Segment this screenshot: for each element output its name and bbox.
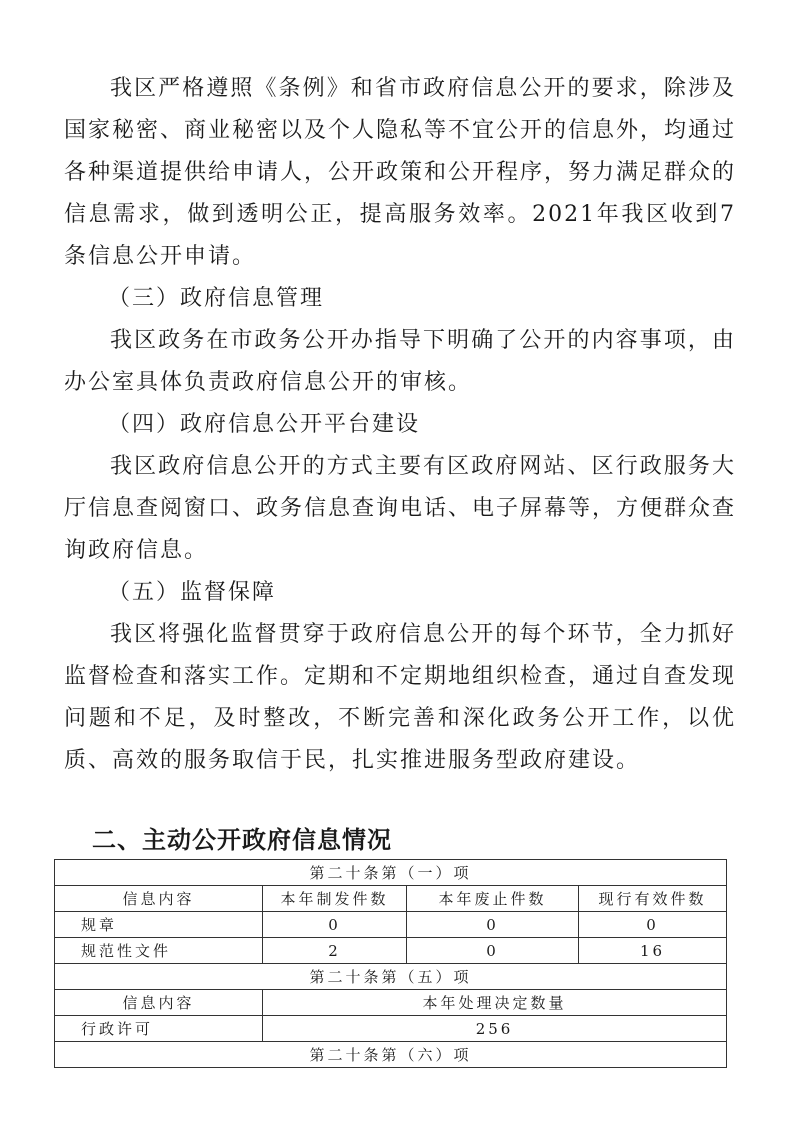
article-title-5: 第二十条第（五）项 [55, 964, 727, 990]
column-header: 本年制发件数 [263, 886, 407, 912]
table-header-row [55, 990, 727, 1016]
table-section-row [55, 1042, 727, 1068]
column-header: 本年废止件数 [407, 886, 579, 912]
column-header: 信息内容 [55, 886, 263, 912]
paragraph-platform-construction: 我区政府信息公开的方式主要有区政府网站、区行政服务大厅信息查阅窗口、政务信息查询电话、电子屏幕等，方便群众查询政府信息。 [64, 454, 737, 563]
subheading-info-management: （三）政府信息管理 [108, 286, 325, 311]
column-header: 本年处理决定数量 [263, 990, 727, 1016]
table-header-row [55, 886, 727, 912]
article-title-6: 第二十条第（六）项 [55, 1042, 727, 1068]
table-cell: 0 [263, 912, 407, 938]
table-cell: 行政许可 [55, 1016, 263, 1042]
table-cell: 0 [407, 912, 579, 938]
table-section-row [55, 964, 727, 990]
table-row [55, 912, 727, 938]
subheading-supervision: （五）监督保障 [108, 580, 277, 605]
table-section-row [55, 860, 727, 886]
table-cell: 2 [263, 938, 407, 964]
table-row [55, 1016, 727, 1042]
paragraph-info-management: 我区政务在市政务公开办指导下明确了公开的内容事项，由办公室具体负责政府信息公开的审核。 [64, 328, 736, 395]
table-cell: 规章 [55, 912, 263, 938]
section-title: 二、主动公开政府信息情况 [92, 826, 392, 854]
subheading-platform-construction: （四）政府信息公开平台建设 [108, 412, 421, 437]
table-cell: 0 [407, 938, 579, 964]
paragraph-supervision: 我区将强化监督贯穿于政府信息公开的每个环节，全力抓好监督检查和落实工作。定期和不定期地组织检查，通过自查发现问题和不足，及时整改，不断完善和深化政务公开工作，以优质、高效的服务取信于民，扎实推进服务型政府建设。 [64, 622, 737, 773]
table-cell: 16 [579, 938, 727, 964]
article-title-1: 第二十条第（一）项 [55, 860, 727, 886]
table-cell: 0 [579, 912, 727, 938]
column-header: 现行有效件数 [579, 886, 727, 912]
paragraph-application-handling: 我区严格遵照《条例》和省市政府信息公开的要求，除涉及国家秘密、商业秘密以及个人隐私等不宜公开的信息外，均通过各种渠道提供给申请人，公开政策和公开程序，努力满足群众的信息需求，做到透明公正，提高服务效率。2021年我区收到7条信息公开申请。 [64, 76, 737, 269]
table-cell: 256 [263, 1016, 727, 1042]
table-cell: 规范性文件 [55, 938, 263, 964]
column-header: 信息内容 [55, 990, 263, 1016]
table-row [55, 938, 727, 964]
disclosure-table [54, 859, 727, 1068]
